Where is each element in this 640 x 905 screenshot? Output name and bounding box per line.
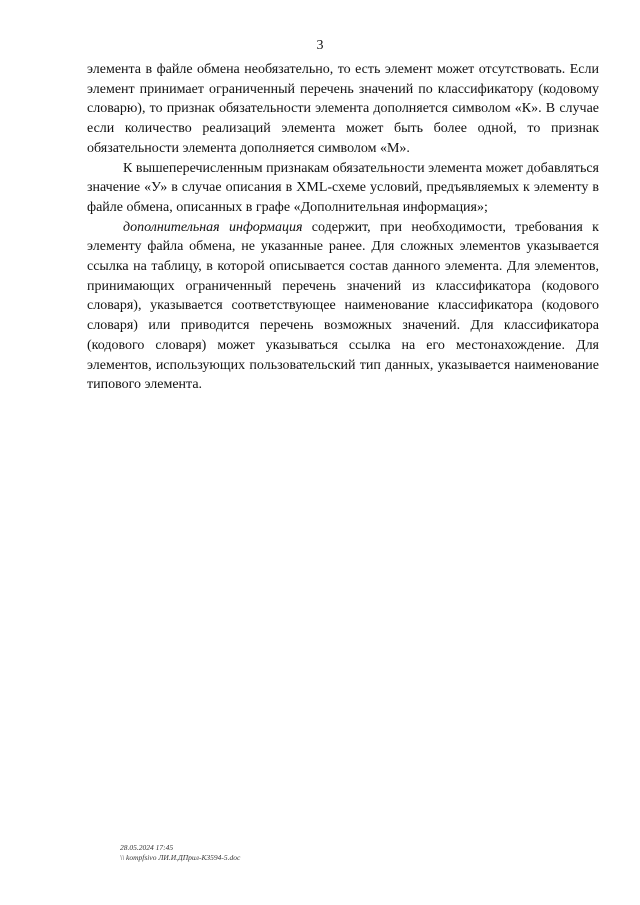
- page-number: 3: [316, 38, 324, 53]
- paragraph-condition-flag: К вышеперечисленным признакам обязательности элемента может добавляться значение «У» в случае описания в XML-схеме условий, предъявляемых к элементу в файле обмена, описанных в графе «Дополнительная информация»;: [87, 160, 599, 215]
- document-footer: [120, 843, 240, 862]
- paragraph-additional-info: [87, 218, 599, 395]
- footer-file-path: \\ kompfsivo ЛИ.И.ДПрил-КЗ594-5.doc: [120, 852, 241, 862]
- additional-info-text: содержит, при необходимости, требования к элементу файла обмена, не указанные ранее. Для сложных элементов указывается ссылка на таблицу, в которой описывается состав данного элемента. Для элементов, принимающих ограниченный перечень значений из классификатора (кодового словаря), указывается соответствующее наименование классификатора (кодового словаря) или приводится перечень возможных значений. Для классификатора (кодового словаря) может указываться ссылка на его местонахождение. Для элементов, использующих пользовательский тип данных, указывается наименование типового элемента.: [87, 219, 599, 393]
- additional-info-term: дополнительная информация: [123, 219, 303, 235]
- paragraph-required-flag: элемента в файле обмена необязательно, то есть элемент может отсутствовать. Если элемент принимает ограниченный перечень значений по классификатору (кодовому словарю), то признак обязательности элемента дополняется символом «К». В случае если количество реализаций элемента может быть более одной, то признак обязательности элемента дополняется символом «М».: [87, 62, 599, 156]
- document-body: [87, 60, 599, 395]
- footer-timestamp: 28.05.2024 17:45: [120, 843, 174, 852]
